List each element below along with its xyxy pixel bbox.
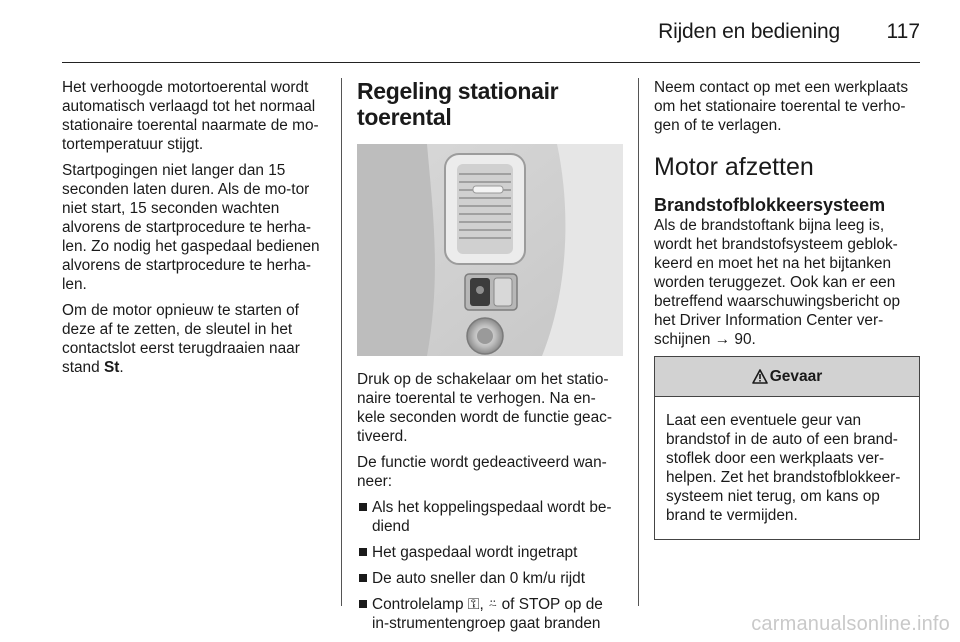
list-item bbox=[357, 543, 623, 562]
list-item bbox=[357, 498, 623, 536]
list-item-text: Controlelamp ⚿, ⍨ of STOP op de in-strumentengroep gaat branden bbox=[372, 596, 603, 632]
warning-triangle-icon bbox=[752, 369, 768, 384]
idle-speed-switch-photo bbox=[357, 144, 623, 356]
paragraph: Het verhoogde motortoerental wordt automatisch verlaagd tot het normaal stationaire toerental naarmate de mo-tortemperatuur stijgt. bbox=[62, 79, 319, 153]
paragraph-text: Om de motor opnieuw te starten of deze af te zetten, de sleutel in het contactslot eerst terugdraaien naar stand bbox=[62, 302, 300, 376]
danger-header bbox=[655, 357, 919, 397]
list-item-text: Het gaspedaal wordt ingetrapt bbox=[372, 544, 578, 561]
paragraph: Als de brandstoftank bijna leeg is, wordt het brandstofsysteem geblok-keerd en moet het na het bijtanken worden teruggezet. Ook kan er een betreffend waarschuwingsbericht op het Driver Information Center ver-schijnen → 90. bbox=[654, 217, 901, 348]
paragraph bbox=[62, 301, 328, 377]
column-divider bbox=[341, 78, 342, 606]
paragraph: Neem contact op met een werkplaats om het stationaire toerental te verho-gen of te verlagen. bbox=[654, 79, 909, 134]
bullet-square-icon bbox=[359, 503, 367, 511]
danger-box bbox=[654, 356, 920, 540]
watermark: carmanualsonline.info bbox=[751, 613, 950, 635]
subsection-heading: Brandstofblokkeersysteem bbox=[654, 195, 886, 215]
column-left bbox=[62, 78, 328, 384]
key-position-st: St bbox=[103, 359, 120, 376]
list-item bbox=[357, 569, 623, 588]
paragraph: De functie wordt gedeactiveerd wan-neer: bbox=[357, 454, 607, 490]
list-item bbox=[357, 595, 623, 633]
bullet-square-icon bbox=[359, 600, 367, 608]
list-item-text: Als het koppelingspedaal wordt be-diend bbox=[372, 499, 612, 535]
danger-text: Laat een eventuele geur van brandstof in de auto of een brand-stoflek door een werkplaats ver-helpen. Zet het brandstofblokkeer-systeem niet terug, om kans op brand te vermijden. bbox=[666, 412, 901, 524]
section-heading: Regeling stationair toerental bbox=[357, 78, 559, 130]
page-header bbox=[62, 0, 920, 63]
list-item-text: De auto sneller dan 0 km/u rijdt bbox=[372, 570, 586, 587]
paragraph-end: . bbox=[119, 359, 124, 376]
column-right bbox=[654, 78, 920, 540]
section-heading: Motor afzetten bbox=[654, 153, 814, 181]
chapter-title: Rijden en bediening bbox=[658, 20, 840, 43]
bullet-square-icon bbox=[359, 574, 367, 582]
paragraph: Druk op de schakelaar om het statio-naire toerental te verhogen. Na en-kele seconden wordt de functie geac-tiveerd. bbox=[357, 371, 612, 445]
paragraph: Startpogingen niet langer dan 15 seconden laten duren. Als de mo-tor niet start, 15 seconden wachten alvorens de startprocedure te herha-len. Zo nodig het gaspedaal bedienen alvorens de startprocedure te herha-len. bbox=[62, 162, 320, 293]
bullet-list bbox=[357, 498, 623, 633]
danger-title: Gevaar bbox=[769, 368, 823, 385]
column-middle bbox=[357, 78, 623, 640]
column-divider bbox=[638, 78, 639, 606]
bullet-square-icon bbox=[359, 548, 367, 556]
page-number: 117 bbox=[886, 20, 920, 43]
